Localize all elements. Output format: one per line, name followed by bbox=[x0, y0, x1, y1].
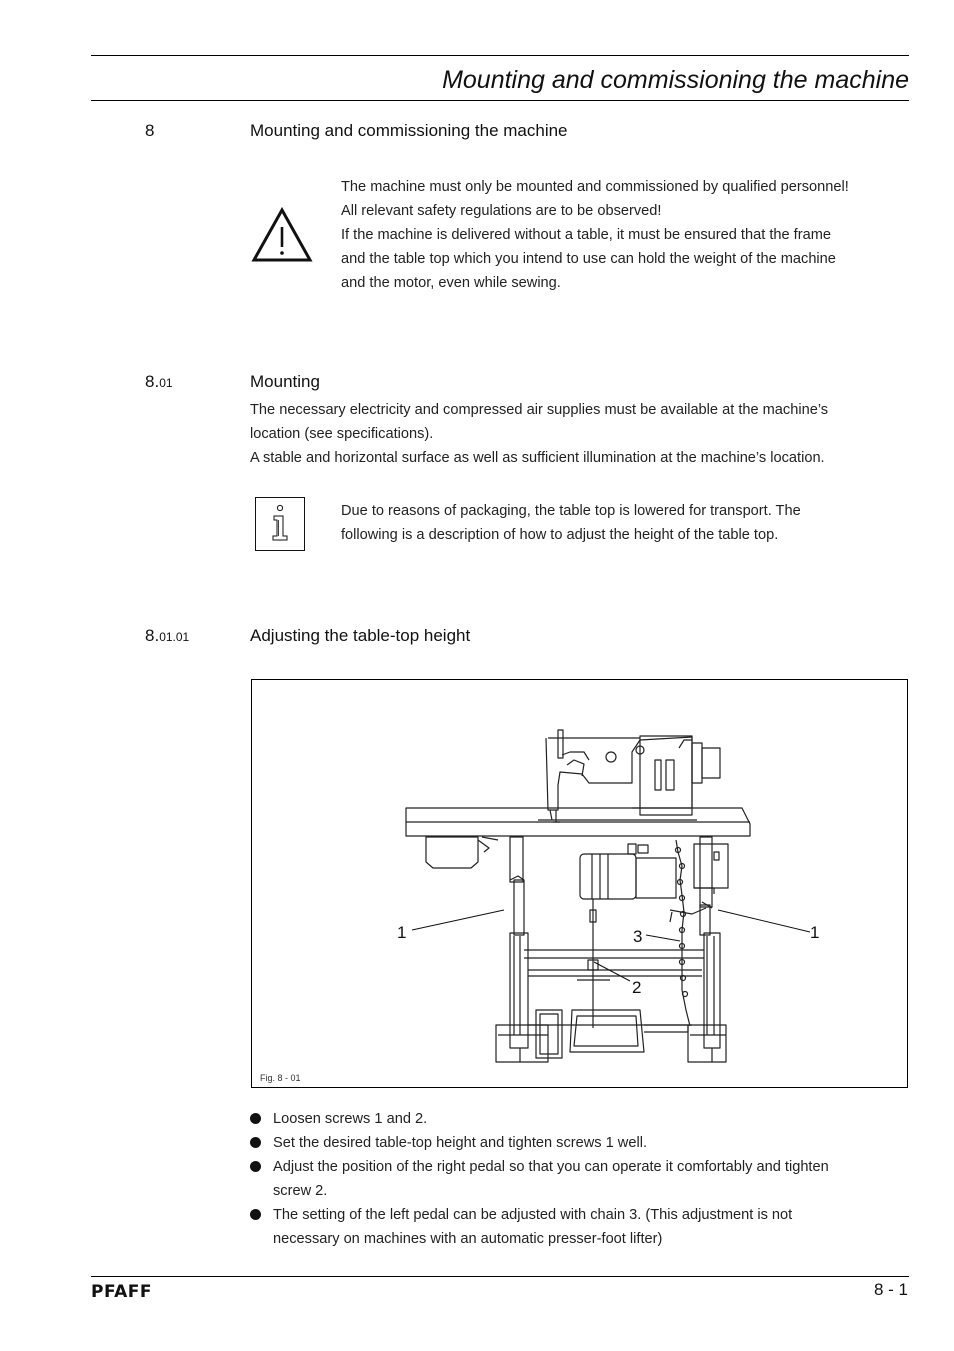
footer-rule bbox=[91, 1276, 909, 1277]
section-number-sub: 01 bbox=[159, 376, 173, 390]
bullet-icon bbox=[250, 1137, 261, 1148]
callout-chain-3: 3 bbox=[633, 927, 643, 946]
bullet-icon bbox=[250, 1209, 261, 1220]
info-icon bbox=[255, 497, 305, 551]
section-number-main: 8. bbox=[145, 372, 160, 391]
warning-line: and the table top which you intend to use can hold the weight of the machine bbox=[341, 251, 836, 267]
callout-screw-1-right: 1 bbox=[810, 923, 820, 942]
list-item bbox=[250, 1203, 910, 1251]
body-line: The necessary electricity and compressed air supplies must be available at the machine’s bbox=[250, 402, 829, 418]
bullet-icon bbox=[250, 1113, 261, 1124]
header-bottom-rule bbox=[91, 100, 909, 101]
warning-text bbox=[341, 175, 849, 295]
step-ref: 1 bbox=[605, 1135, 614, 1151]
info-line: Due to reasons of packaging, the table top is lowered for transport. The bbox=[341, 503, 801, 519]
section-number-main: 8. bbox=[145, 626, 160, 645]
list-item bbox=[250, 1131, 910, 1155]
step-text: Adjust the position of the right pedal so that you can operate it comfortably and tighten bbox=[273, 1159, 829, 1175]
step-text: . bbox=[423, 1111, 428, 1127]
section-80101-title: Adjusting the table-top height bbox=[250, 626, 471, 645]
step-text: necessary on machines with an automatic presser-foot lifter) bbox=[273, 1231, 663, 1247]
step-text: . bbox=[323, 1183, 328, 1199]
info-line: following is a description of how to adjust the height of the table top. bbox=[341, 527, 779, 543]
figure-8-01 bbox=[251, 679, 908, 1088]
list-item bbox=[250, 1155, 910, 1203]
info-text bbox=[341, 499, 801, 547]
step-text: well. bbox=[613, 1135, 647, 1151]
section-801-title: Mounting bbox=[250, 372, 320, 391]
body-line: location (see specifications). bbox=[250, 426, 434, 442]
figure-caption: Fig. 8 - 01 bbox=[260, 1073, 301, 1083]
callout-screw-2: 2 bbox=[632, 978, 642, 997]
bullet-icon bbox=[250, 1161, 261, 1172]
mounting-body bbox=[250, 398, 828, 470]
step-ref: 1 bbox=[374, 1111, 383, 1127]
step-text: and bbox=[382, 1111, 415, 1127]
warning-line: All relevant safety regulations are to be observed! bbox=[341, 203, 662, 219]
section-80101-number bbox=[145, 626, 189, 646]
page-number: 8 - 1 bbox=[873, 1280, 908, 1299]
warning-icon bbox=[251, 207, 313, 263]
header-top-rule bbox=[91, 55, 909, 56]
body-line: A stable and horizontal surface as well as sufficient illumination at the machine’s location. bbox=[250, 450, 825, 466]
step-text: Loosen screws bbox=[273, 1111, 375, 1127]
section-8-title: Mounting and commissioning the machine bbox=[250, 121, 568, 140]
section-8-number: 8 bbox=[145, 121, 155, 140]
page-header-title: Mounting and commissioning the machine bbox=[442, 66, 909, 94]
instruction-list bbox=[250, 1107, 910, 1251]
step-ref: 2 bbox=[315, 1183, 324, 1199]
sewing-table-illustration bbox=[252, 680, 907, 1087]
warning-line: If the machine is delivered without a table, it must be ensured that the frame bbox=[341, 227, 831, 243]
warning-line: The machine must only be mounted and commissioned by qualified personnel! bbox=[341, 179, 849, 195]
section-801-number bbox=[145, 372, 173, 392]
step-ref: 2 bbox=[415, 1111, 424, 1127]
warning-line: and the motor, even while sewing. bbox=[341, 275, 561, 291]
section-number-sub: 01.01 bbox=[159, 630, 190, 644]
step-text: The setting of the left pedal can be adjusted with chain bbox=[273, 1207, 630, 1223]
step-text: Set the desired table-top height and tighten screws bbox=[273, 1135, 606, 1151]
brand-logo: PFAFF bbox=[91, 1282, 153, 1302]
list-item bbox=[250, 1107, 910, 1131]
step-ref: 3 bbox=[629, 1207, 638, 1223]
step-text: . (This adjustment is not bbox=[637, 1207, 793, 1223]
step-text: screw bbox=[273, 1183, 316, 1199]
callout-screw-1-left: 1 bbox=[397, 923, 407, 942]
